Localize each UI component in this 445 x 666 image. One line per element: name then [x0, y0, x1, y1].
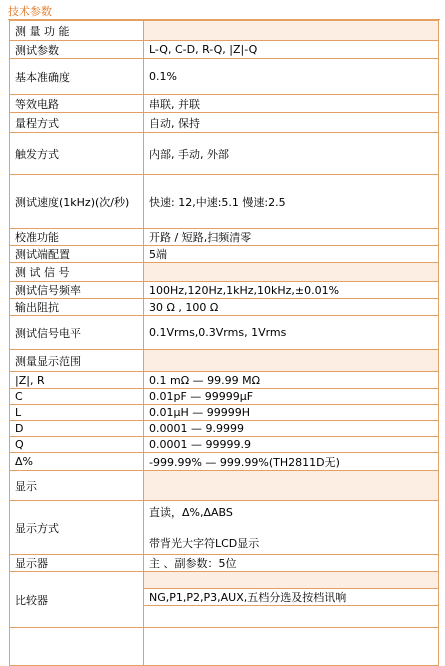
row-label-freq: 测试信号频率 [10, 282, 144, 299]
section-display: 显示 [10, 471, 144, 501]
section-row-measure [10, 21, 439, 41]
compare-filler [144, 572, 439, 589]
page-title: 技术参数 [8, 5, 52, 18]
section-signal-filler [144, 263, 439, 282]
disp-mode-spacer [149, 520, 438, 535]
table-row [10, 282, 439, 299]
table-row [10, 572, 439, 589]
table-row [10, 389, 439, 405]
row-value-c: 0.01pF — 99999μF [144, 389, 439, 405]
row-value-params: L-Q, C-D, R-Q, |Z|-Q [144, 41, 439, 59]
table-row [10, 59, 439, 95]
row-value-speed: 快速: 12,中速:5.1 慢速:2.5 [144, 175, 439, 229]
row-label-l: L [10, 405, 144, 421]
row-label-c: C [10, 389, 144, 405]
row-label-z: |Z|, R [10, 372, 144, 389]
empty-value-cell [144, 628, 439, 666]
row-label-trigger: 触发方式 [10, 133, 144, 175]
section-display-filler [144, 471, 439, 501]
row-label-d: D [10, 421, 144, 437]
table-row [10, 95, 439, 113]
section-row-signal [10, 263, 439, 282]
row-value-trigger: 内部, 手动, 外部 [144, 133, 439, 175]
row-value-accuracy: 0.1% [144, 59, 439, 95]
row-value-disp-mode [144, 501, 439, 555]
row-label-range: 量程方式 [10, 113, 144, 133]
table-row [10, 229, 439, 246]
row-value-z: 0.1 mΩ — 99.99 MΩ [144, 372, 439, 389]
row-label-speed: 测试速度(1kHz)(次/秒) [10, 175, 144, 229]
section-row-display [10, 471, 439, 501]
row-value-range: 自动, 保持 [144, 113, 439, 133]
section-display-range-filler [144, 350, 439, 372]
row-value-compare: NG,P1,P2,P3,AUX,五档分选及按档讯响 [144, 589, 439, 606]
row-label-q: Q [10, 437, 144, 453]
table-row [10, 501, 439, 555]
row-label-terminals: 测试端配置 [10, 246, 144, 263]
table-row [10, 41, 439, 59]
row-value-level: 0.1Vrms,0.3Vrms, 1Vrms [144, 316, 439, 350]
spec-table [9, 20, 439, 666]
row-label-impedance: 输出阻抗 [10, 299, 144, 316]
row-label-disp-mode: 显示方式 [10, 501, 144, 555]
table-row [10, 555, 439, 572]
row-label-disp-dev: 显示器 [10, 555, 144, 572]
row-value-impedance: 30 Ω , 100 Ω [144, 299, 439, 316]
table-row [10, 175, 439, 229]
empty-label-cell [10, 628, 144, 666]
disp-mode-line-1: 直读，Δ%,ΔABS [149, 506, 233, 519]
row-label-compare: 比较器 [10, 572, 144, 628]
table-row [10, 113, 439, 133]
row-value-terminals: 5端 [144, 246, 439, 263]
row-label-level: 测试信号电平 [10, 316, 144, 350]
table-row [10, 421, 439, 437]
table-row [10, 246, 439, 263]
section-signal: 测 试 信 号 [10, 263, 144, 282]
row-label-accuracy: 基本准确度 [10, 59, 144, 95]
row-value-calib: 开路 / 短路,扫频清零 [144, 229, 439, 246]
section-measure: 测 量 功 能 [10, 21, 144, 41]
section-measure-filler [144, 21, 439, 41]
row-value-equiv: 串联, 并联 [144, 95, 439, 113]
row-label-params: 测试参数 [10, 41, 144, 59]
compare-empty [144, 606, 439, 628]
row-value-freq: 100Hz,120Hz,1kHz,10kHz,±0.01% [144, 282, 439, 299]
table-row [10, 299, 439, 316]
row-value-delta: -999.99% — 999.99%(TH2811D无) [144, 453, 439, 471]
section-display-range: 测量显示范围 [10, 350, 144, 372]
row-value-disp-dev: 主 、副参数：5位 [144, 555, 439, 572]
table-row [10, 372, 439, 389]
row-label-equiv: 等效电路 [10, 95, 144, 113]
table-row-empty [10, 628, 439, 666]
row-label-delta: Δ% [10, 453, 144, 471]
table-row [10, 405, 439, 421]
table-row [10, 437, 439, 453]
section-row-display-range [10, 350, 439, 372]
table-row [10, 453, 439, 471]
row-value-q: 0.0001 — 99999.9 [144, 437, 439, 453]
disp-mode-line-2: 带背光大字符LCD显示 [149, 537, 260, 550]
table-row [10, 133, 439, 175]
row-value-d: 0.0001 — 9.9999 [144, 421, 439, 437]
table-row [10, 316, 439, 350]
row-value-l: 0.01μH — 99999H [144, 405, 439, 421]
row-label-calib: 校准功能 [10, 229, 144, 246]
